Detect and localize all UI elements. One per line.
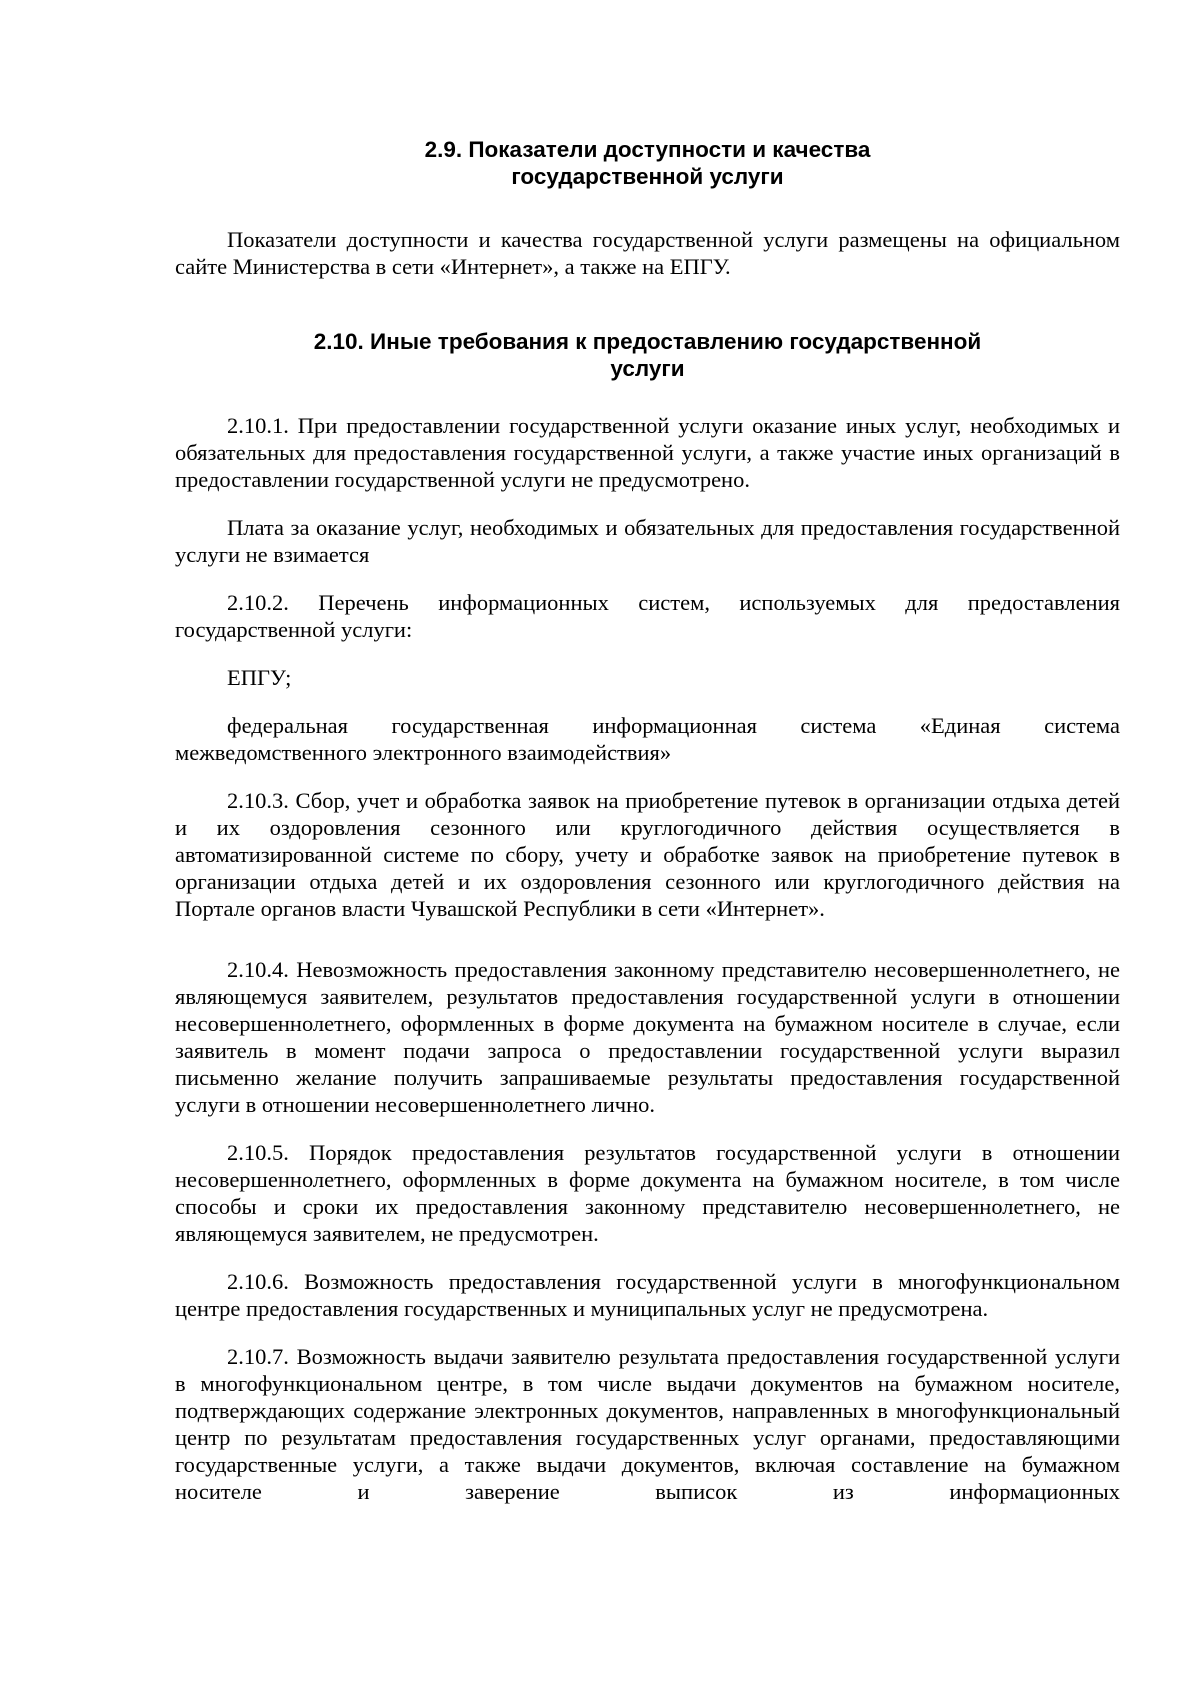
- document-page: [175, 136, 1120, 1505]
- paragraph-2-10-1: 2.10.1. При предоставлении государственной услуги оказание иных услуг, необходимых и обязательных для предоставления государственной услуги, а также участие иных организаций в предоставлении государственной услуги не предусмотрено.: [175, 413, 1120, 492]
- paragraph-2-10-2: 2.10.2. Перечень информационных систем, используемых для предоставления государственной услуги:: [175, 590, 1120, 642]
- heading-line: 2.9. Показатели доступности и качества: [424, 137, 871, 162]
- paragraph-accessibility-indicators: Показатели доступности и качества государственной услуги размещены на официальном сайте Министерства в сети «Интернет», а также на ЕПГУ.: [175, 227, 1120, 279]
- paragraph-fee: Плата за оказание услуг, необходимых и обязательных для предоставления государственной услуги не взимается: [175, 515, 1120, 567]
- paragraph-smev: федеральная государственная информационная система «Единая система межведомственного электронного взаимодействия»: [175, 713, 1120, 765]
- heading-line: государственной услуги: [511, 164, 784, 189]
- paragraph-2-10-7: 2.10.7. Возможность выдачи заявителю результата предоставления государственной услуги в многофункциональном центре, в том числе выдачи документов на бумажном носителе, подтверждающих содержание электронных документов, направленных в многофункциональный центр по результатам предоставления государственных услуг органами, предоставляющими государственные услуги, а также выдачи документов, включая составление на бумажном носителе и заверение выписок из информационных: [175, 1344, 1120, 1504]
- paragraph-2-10-3: 2.10.3. Сбор, учет и обработка заявок на приобретение путевок в организации отдыха детей и их оздоровления сезонного или круглогодичного действия осуществляется в автоматизированной системе по сбору, учету и обработке заявок на приобретение путевок в организации отдыха детей и их оздоровления сезонного или круглогодичного действия на Портале органов власти Чувашской Республики в сети «Интернет».: [175, 788, 1120, 921]
- section-2-10-heading: [175, 328, 1120, 382]
- paragraph-epgu: ЕПГУ;: [227, 665, 292, 690]
- section-2-9-heading: [175, 136, 1120, 190]
- heading-line: 2.10. Иные требования к предоставлению государственной: [313, 329, 982, 354]
- paragraph-2-10-4: 2.10.4. Невозможность предоставления законному представителю несовершеннолетнего, не являющемуся заявителем, результатов предоставления государственной услуги в отношении несовершеннолетнего, оформленных в форме документа на бумажном носителе в случае, если заявитель в момент подачи запроса о предоставлении государственной услуги выразил письменно желание получить запрашиваемые результаты предоставления государственной услуги в отношении несовершеннолетнего лично.: [175, 957, 1120, 1117]
- paragraph-2-10-6: 2.10.6. Возможность предоставления государственной услуги в многофункциональном центре предоставления государственных и муниципальных услуг не предусмотрена.: [175, 1269, 1120, 1321]
- paragraph-2-10-5: 2.10.5. Порядок предоставления результатов государственной услуги в отношении несовершеннолетнего, оформленных в форме документа на бумажном носителе, в том числе способы и сроки их предоставления законному представителю несовершеннолетнего, не являющемуся заявителем, не предусмотрен.: [175, 1140, 1120, 1246]
- heading-line: услуги: [610, 356, 685, 381]
